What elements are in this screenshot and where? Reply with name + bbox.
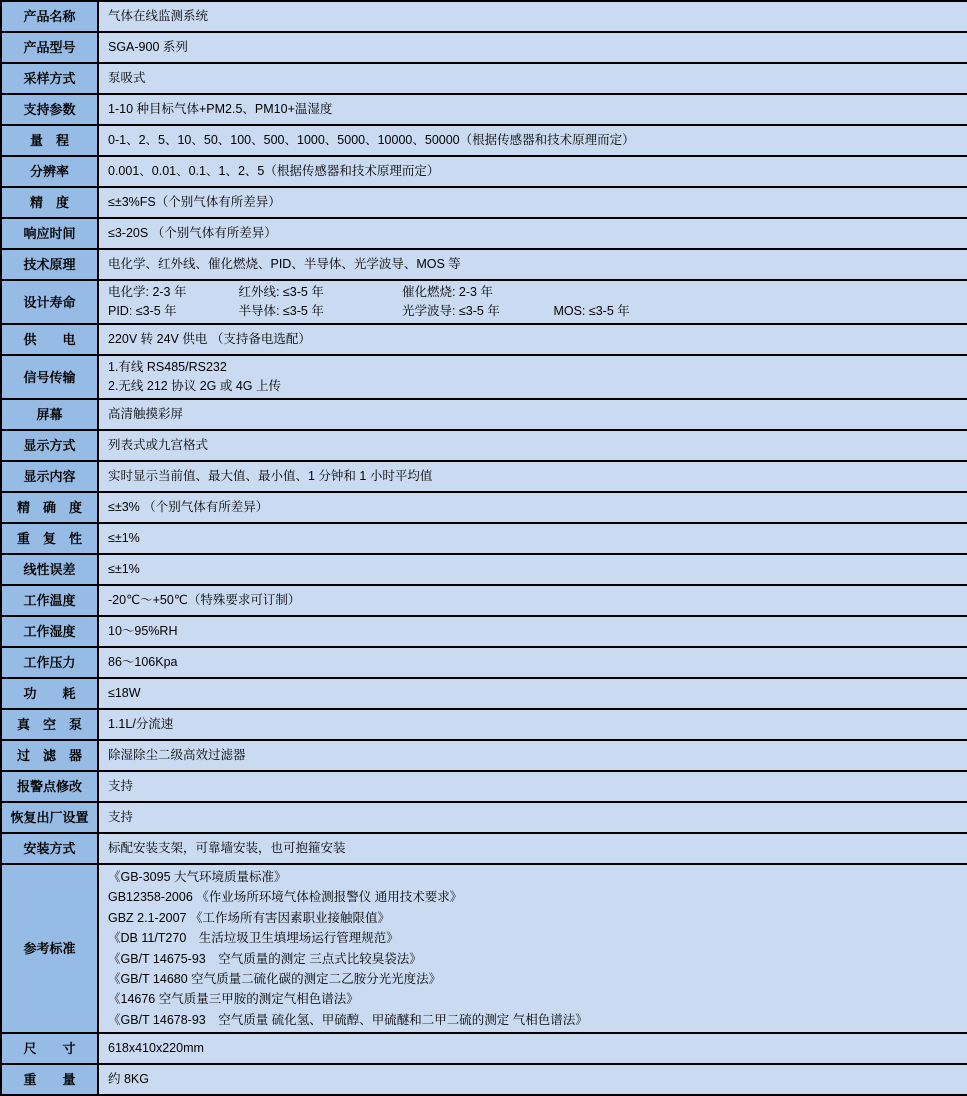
spec-label: 显示方式 <box>2 431 99 460</box>
spec-value <box>99 865 967 1032</box>
spec-value <box>99 648 967 677</box>
spec-value-text: 2.无线 212 协议 2G 或 4G 上传 <box>108 379 281 393</box>
spec-row <box>2 2 967 33</box>
spec-value <box>99 524 967 553</box>
spec-row <box>2 772 967 803</box>
spec-value <box>99 710 967 739</box>
spec-label: 屏幕 <box>2 400 99 429</box>
spec-label: 分辨率 <box>2 157 99 186</box>
spec-value <box>99 281 967 323</box>
spec-value-text: 1-10 种目标气体+PM2.5、PM10+温湿度 <box>108 102 333 116</box>
spec-label: 功 耗 <box>2 679 99 708</box>
spec-value-text: 0-1、2、5、10、50、100、500、1000、5000、10000、50000（根据传感器和技术原理而定） <box>108 133 635 147</box>
spec-label: 重 量 <box>2 1065 99 1094</box>
spec-value-text: ≤±1% <box>108 531 140 545</box>
spec-label: 信号传输 <box>2 356 99 398</box>
spec-value-text: 支持 <box>108 779 134 793</box>
spec-value <box>99 741 967 770</box>
spec-row <box>2 555 967 586</box>
spec-value-text: ≤±3% （个别气体有所差异） <box>108 500 269 514</box>
design-life-item: 光学波导: ≤3-5 年 <box>401 304 500 318</box>
spec-row <box>2 1034 967 1065</box>
spec-value <box>99 679 967 708</box>
spec-label: 技术原理 <box>2 250 99 279</box>
spec-label: 真 空 泵 <box>2 710 99 739</box>
spec-label: 精 确 度 <box>2 493 99 522</box>
spec-row <box>2 219 967 250</box>
spec-value <box>99 617 967 646</box>
spec-value-text: 1.1L/分流速 <box>108 717 174 731</box>
spec-value <box>99 126 967 155</box>
spec-label: 响应时间 <box>2 219 99 248</box>
spec-row-standards <box>2 865 967 1034</box>
spec-value-text: 列表式或九宫格式 <box>108 438 209 452</box>
spec-value <box>99 325 967 354</box>
spec-row <box>2 524 967 555</box>
spec-row <box>2 188 967 219</box>
spec-value-text: 86～106Kpa <box>108 655 178 669</box>
spec-label: 尺 寸 <box>2 1034 99 1063</box>
spec-label: 线性误差 <box>2 555 99 584</box>
spec-value-text: 高清触摸彩屏 <box>108 407 184 421</box>
spec-row <box>2 431 967 462</box>
spec-label: 恢复出厂设置 <box>2 803 99 832</box>
spec-row-signal <box>2 356 967 400</box>
spec-row <box>2 400 967 431</box>
spec-value <box>99 493 967 522</box>
spec-row <box>2 493 967 524</box>
design-life-item: 半导体: ≤3-5 年 <box>238 304 324 318</box>
spec-value-text: 约 8KG <box>108 1072 149 1087</box>
spec-label: 产品名称 <box>2 2 99 31</box>
spec-label: 过 滤 器 <box>2 741 99 770</box>
spec-row <box>2 617 967 648</box>
spec-value <box>99 586 967 615</box>
design-life-item: 电化学: 2-3 年 <box>108 285 187 299</box>
spec-value <box>99 188 967 217</box>
standard-line: 《14676 空气质量三甲胺的测定气相色谱法》 <box>108 992 359 1007</box>
spec-value <box>99 250 967 279</box>
spec-value <box>99 157 967 186</box>
spec-label: 支持参数 <box>2 95 99 124</box>
spec-value-text: 支持 <box>108 810 134 824</box>
spec-value-text: 标配安装支架，可靠墙安装，也可抱箍安装 <box>108 841 346 855</box>
spec-row <box>2 803 967 834</box>
spec-row <box>2 648 967 679</box>
spec-value-text: 气体在线监测系统 <box>108 9 209 23</box>
spec-label: 工作湿度 <box>2 617 99 646</box>
spec-value <box>99 772 967 801</box>
spec-label: 报警点修改 <box>2 772 99 801</box>
design-life-item: MOS: ≤3-5 年 <box>553 304 630 318</box>
spec-value <box>99 219 967 248</box>
spec-value <box>99 834 967 863</box>
spec-value-text: ≤3-20S （个别气体有所差异） <box>108 226 277 240</box>
spec-value-text: SGA-900 系列 <box>108 40 188 54</box>
spec-value-text: ≤±3%FS（个别气体有所差异） <box>108 195 281 209</box>
spec-row <box>2 325 967 356</box>
spec-value-text: 泵吸式 <box>108 71 146 85</box>
spec-row <box>2 95 967 126</box>
spec-value <box>99 95 967 124</box>
spec-value-text: ≤18W <box>108 686 141 700</box>
standard-line: 《DB 11/T270 生活垃圾卫生填埋场运行管理规范》 <box>108 931 399 946</box>
standard-line: 《GB/T 14675-93 空气质量的测定 三点式比较臭袋法》 <box>108 951 422 966</box>
spec-value <box>99 64 967 93</box>
spec-row <box>2 126 967 157</box>
design-life-item: 催化燃烧: 2-3 年 <box>401 285 493 299</box>
spec-label: 量 程 <box>2 126 99 155</box>
spec-value-text: ≤±1% <box>108 562 140 576</box>
spec-row <box>2 586 967 617</box>
spec-row <box>2 741 967 772</box>
spec-value <box>99 1065 967 1094</box>
spec-value-text: 220V 转 24V 供电 （支持备电选配） <box>108 332 311 346</box>
spec-value <box>99 555 967 584</box>
spec-row <box>2 64 967 95</box>
spec-label: 工作压力 <box>2 648 99 677</box>
design-life-item: PID: ≤3-5 年 <box>108 304 177 318</box>
standard-line: 《GB/T 14678-93 空气质量 硫化氢、甲硫醇、甲硫醚和二甲二硫的测定 气相色谱法》 <box>108 1012 588 1027</box>
spec-label: 产品型号 <box>2 33 99 62</box>
spec-row <box>2 462 967 493</box>
spec-value <box>99 400 967 429</box>
spec-value <box>99 356 967 398</box>
spec-value <box>99 462 967 491</box>
spec-value-text: 实时显示当前值、最大值、最小值、1 分钟和 1 小时平均值 <box>108 469 433 483</box>
standard-line: 《GB-3095 大气环境质量标准》 <box>108 870 287 884</box>
spec-value <box>99 1034 967 1063</box>
spec-label: 安装方式 <box>2 834 99 863</box>
spec-value-text: -20℃～+50℃（特殊要求可订制） <box>108 593 301 607</box>
spec-value-text: 10～95%RH <box>108 624 178 638</box>
spec-row <box>2 710 967 741</box>
spec-row <box>2 33 967 64</box>
standard-line: GBZ 2.1-2007 《工作场所有害因素职业接触限值》 <box>108 910 390 925</box>
spec-row <box>2 1065 967 1096</box>
standard-line: GB12358-2006 《作业场所环境气体检测报警仪 通用技术要求》 <box>108 890 463 905</box>
spec-value <box>99 33 967 62</box>
spec-label: 设计寿命 <box>2 281 99 323</box>
spec-value-text: 618x410x220mm <box>108 1041 204 1056</box>
spec-value-text: 电化学、红外线、催化燃烧、PID、半导体、光学波导、MOS 等 <box>108 257 461 271</box>
spec-label: 显示内容 <box>2 462 99 491</box>
spec-label: 采样方式 <box>2 64 99 93</box>
spec-value-text: 1.有线 RS485/RS232 <box>108 360 227 374</box>
spec-value <box>99 431 967 460</box>
spec-row-design-life <box>2 281 967 325</box>
design-life-line <box>108 302 961 321</box>
standard-line: 《GB/T 14680 空气质量二硫化碳的测定二乙胺分光光度法》 <box>108 972 442 987</box>
design-life-line <box>108 283 961 302</box>
spec-value-text: 除湿除尘二级高效过滤器 <box>108 748 246 762</box>
spec-value-text: 0.001、0.01、0.1、1、2、5（根据传感器和技术原理而定） <box>108 164 440 178</box>
spec-row <box>2 157 967 188</box>
spec-value <box>99 2 967 31</box>
spec-label: 参考标准 <box>2 865 99 1032</box>
spec-label: 供 电 <box>2 325 99 354</box>
spec-row <box>2 250 967 281</box>
spec-value <box>99 803 967 832</box>
design-life-item: 红外线: ≤3-5 年 <box>238 285 324 299</box>
spec-row <box>2 834 967 865</box>
spec-label: 工作温度 <box>2 586 99 615</box>
spec-label: 精 度 <box>2 188 99 217</box>
spec-label: 重 复 性 <box>2 524 99 553</box>
spec-row <box>2 679 967 710</box>
